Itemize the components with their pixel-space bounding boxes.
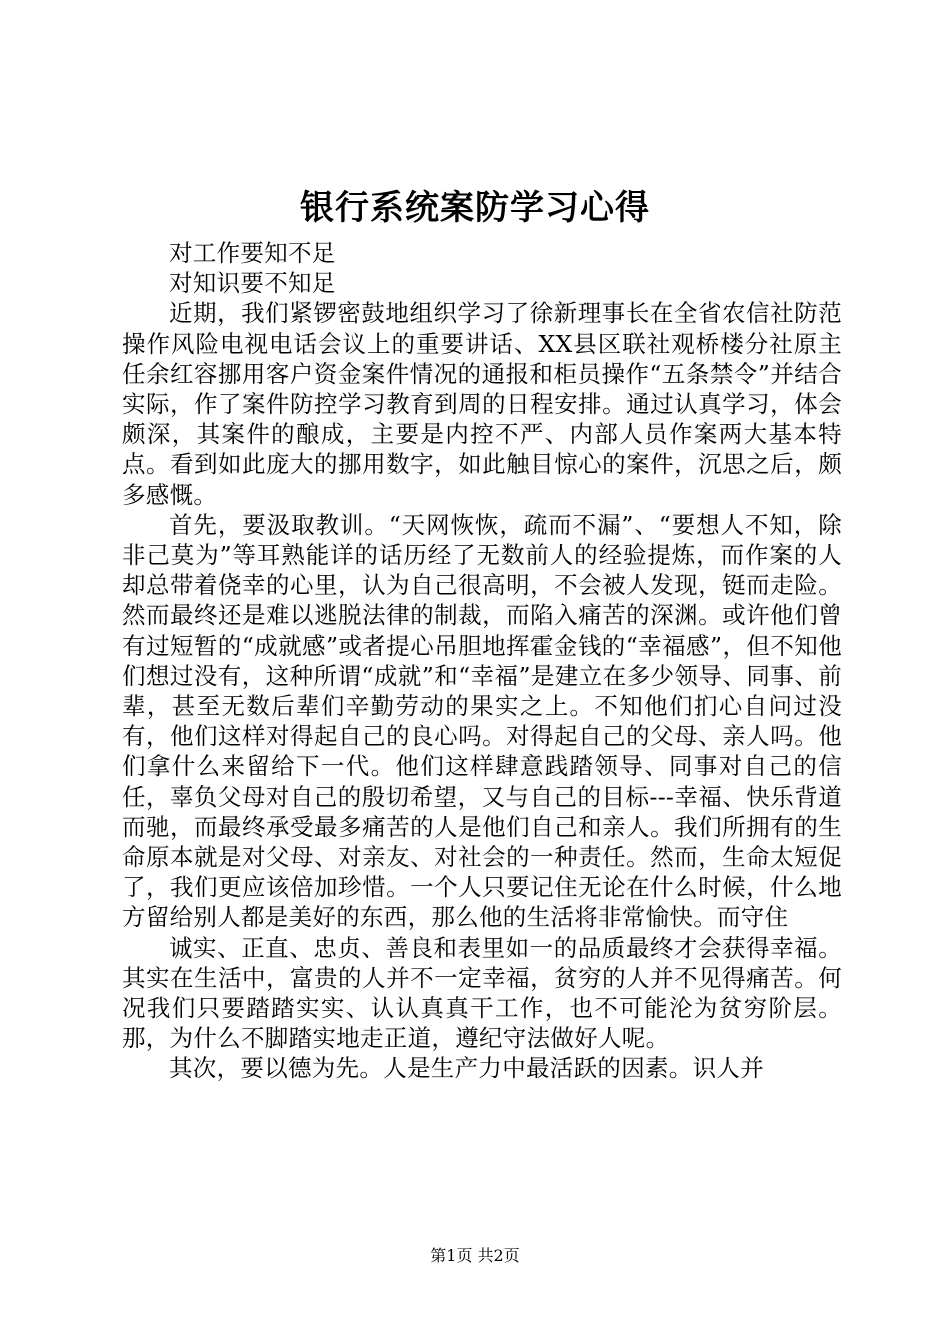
document-title: 银行系统案防学习心得 xyxy=(300,188,650,228)
paragraph-motto-2: 对知识要不知足 xyxy=(169,269,336,298)
paragraph-honesty: 诚实、正直、忠贞、善良和表里如一的品质最终才会获得幸福。其实在生活中，富贵的人并不一定幸福，贫穷的人并不见得痛苦。何况我们只要踏踏实实、认认真真干工作，也不可能沦为贫穷阶层。那，为什么不脚踏实地走正道，遵纪守法做好人呢。 xyxy=(122,933,842,1053)
paragraph-motto-1: 对工作要知不足 xyxy=(169,239,336,267)
page-footer: 第1页 共2页 xyxy=(430,1246,520,1265)
document-body xyxy=(122,238,842,1084)
paragraph-intro: 近期，我们紧锣密鼓地组织学习了徐新理事长在全省农信社防范操作风险电视电话会议上的重要讲话、XX县区联社观桥楼分社原主任余红容挪用客户资金案件情况的通报和柜员操作“五条禁令”并结合实际，作了案件防控学习教育到周的日程安排。通过认真学习，体会颇深，其案件的酿成，主要是内控不严、内部人员作案两大基本特点。看到如此庞大的挪用数字，如此触目惊心的案件，沉思之后，颇多感慨。 xyxy=(122,299,842,509)
paragraph-second-point: 其次，要以德为先。人是生产力中最活跃的因素。识人并 xyxy=(169,1054,764,1083)
paragraph-first-point: 首先，要汲取教训。“天网恢恢，疏而不漏”、“要想人不知，除非己莫为”等耳熟能详的话历经了无数前人的经验提炼，而作案的人却总带着侥幸的心里，认为自己很高明，不会被人发现，铤而走险。然而最终还是难以逃脱法律的制裁，而陷入痛苦的深渊。或许他们曾有过短暂的“成就感”或者提心吊胆地挥霍金钱的“幸福感”，但不知他们想过没有，这种所谓“成就”和“幸福”是建立在多少领导、同事、前辈，甚至无数后辈们辛勤劳动的果实之上。不知他们扪心自问过没有，他们这样对得起自己的良心吗。对得起自己的父母、亲人吗。他们拿什么来留给下一代。他们这样肆意践踏领导、同事对自己的信任，辜负父母对自己的殷切希望，又与自己的目标---幸福、快乐背道而驰，而最终承受最多痛苦的人是他们自己和亲人。我们所拥有的生命原本就是对父母、对亲友、对社会的一种责任。然而，生命太短促了，我们更应该倍加珍惜。一个人只要记住无论在什么时候，什么地方留给别人都是美好的东西，那么他的生活将非常愉快。而守住 xyxy=(122,510,842,932)
